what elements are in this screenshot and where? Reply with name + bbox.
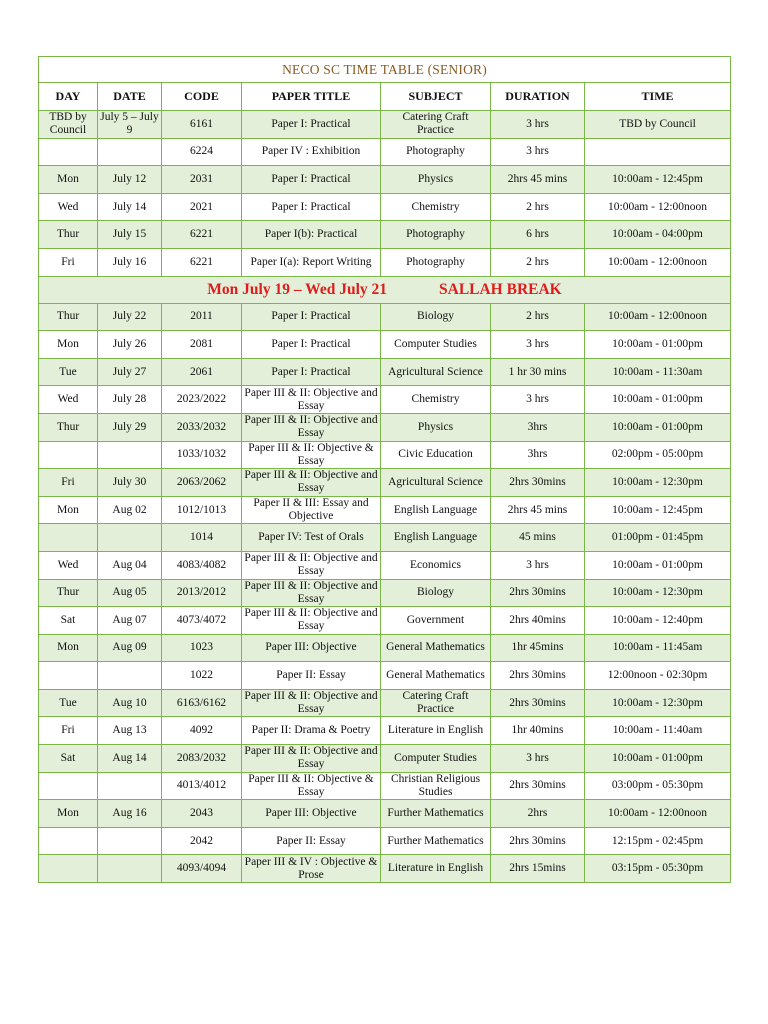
cell-day: Mon bbox=[39, 166, 98, 194]
table-row bbox=[39, 111, 731, 139]
cell-subject: Computer Studies bbox=[381, 745, 491, 773]
cell-duration: 3 hrs bbox=[491, 138, 585, 166]
cell-subject: Further Mathematics bbox=[381, 827, 491, 855]
cell-time: 10:00am - 11:30am bbox=[585, 358, 731, 386]
cell-paper-title: Paper I(b): Practical bbox=[242, 221, 381, 249]
cell-code: 1023 bbox=[162, 634, 242, 662]
cell-date: Aug 10 bbox=[98, 689, 162, 717]
table-row bbox=[39, 166, 731, 194]
cell-paper-title: Paper II: Drama & Poetry bbox=[242, 717, 381, 745]
cell-subject: Chemistry bbox=[381, 193, 491, 221]
cell-code: 2081 bbox=[162, 331, 242, 359]
table-row bbox=[39, 331, 731, 359]
cell-subject: English Language bbox=[381, 524, 491, 552]
cell-subject: Physics bbox=[381, 166, 491, 194]
cell-subject: Civic Education bbox=[381, 441, 491, 469]
cell-date bbox=[98, 138, 162, 166]
cell-subject: Physics bbox=[381, 413, 491, 441]
cell-date: July 16 bbox=[98, 248, 162, 276]
table-row bbox=[39, 579, 731, 607]
cell-duration: 2hrs 45 mins bbox=[491, 496, 585, 524]
cell-paper-title: Paper IV: Test of Orals bbox=[242, 524, 381, 552]
cell-duration: 2hrs 30mins bbox=[491, 469, 585, 497]
cell-duration: 2hrs 30mins bbox=[491, 662, 585, 690]
cell-code: 2013/2012 bbox=[162, 579, 242, 607]
cell-duration: 2hrs bbox=[491, 800, 585, 828]
break-label: SALLAH BREAK bbox=[439, 281, 562, 299]
cell-paper-title: Paper III & II: Objective & Essay bbox=[242, 441, 381, 469]
cell-date: July 12 bbox=[98, 166, 162, 194]
cell-day: Sat bbox=[39, 607, 98, 635]
table-row bbox=[39, 413, 731, 441]
cell-subject: Computer Studies bbox=[381, 331, 491, 359]
table-row bbox=[39, 248, 731, 276]
cell-code: 2031 bbox=[162, 166, 242, 194]
cell-paper-title: Paper IV : Exhibition bbox=[242, 138, 381, 166]
break-cell bbox=[39, 276, 731, 303]
header-paper-title: PAPER TITLE bbox=[242, 83, 381, 111]
cell-duration: 2hrs 30mins bbox=[491, 579, 585, 607]
cell-day: Thur bbox=[39, 303, 98, 331]
cell-subject: Catering Craft Practice bbox=[381, 111, 491, 139]
cell-day bbox=[39, 827, 98, 855]
cell-date: July 29 bbox=[98, 413, 162, 441]
cell-code: 2083/2032 bbox=[162, 745, 242, 773]
cell-paper-title: Paper III & II: Objective and Essay bbox=[242, 386, 381, 414]
header-date: DATE bbox=[98, 83, 162, 111]
table-row bbox=[39, 800, 731, 828]
cell-paper-title: Paper III & II: Objective and Essay bbox=[242, 413, 381, 441]
cell-subject: Chemistry bbox=[381, 386, 491, 414]
cell-paper-title: Paper III: Objective bbox=[242, 634, 381, 662]
table-row bbox=[39, 358, 731, 386]
cell-time: 10:00am - 12:45pm bbox=[585, 166, 731, 194]
cell-date bbox=[98, 441, 162, 469]
cell-time: 12:15pm - 02:45pm bbox=[585, 827, 731, 855]
cell-paper-title: Paper III & II: Objective & Essay bbox=[242, 772, 381, 800]
table-row bbox=[39, 193, 731, 221]
cell-subject: Catering Craft Practice bbox=[381, 689, 491, 717]
cell-day: Wed bbox=[39, 551, 98, 579]
cell-code: 2021 bbox=[162, 193, 242, 221]
table-row bbox=[39, 772, 731, 800]
cell-duration: 1hr 45mins bbox=[491, 634, 585, 662]
cell-day: Tue bbox=[39, 689, 98, 717]
table-row bbox=[39, 634, 731, 662]
cell-paper-title: Paper I: Practical bbox=[242, 331, 381, 359]
cell-subject: General Mathematics bbox=[381, 662, 491, 690]
cell-paper-title: Paper II: Essay bbox=[242, 662, 381, 690]
cell-time: 03:15pm - 05:30pm bbox=[585, 855, 731, 883]
cell-day: Fri bbox=[39, 469, 98, 497]
cell-duration: 2 hrs bbox=[491, 193, 585, 221]
cell-subject: Government bbox=[381, 607, 491, 635]
cell-subject: Biology bbox=[381, 579, 491, 607]
cell-day: Fri bbox=[39, 248, 98, 276]
cell-paper-title: Paper I: Practical bbox=[242, 358, 381, 386]
cell-code: 4083/4082 bbox=[162, 551, 242, 579]
cell-date bbox=[98, 524, 162, 552]
cell-time bbox=[585, 138, 731, 166]
table-row bbox=[39, 441, 731, 469]
cell-duration: 45 mins bbox=[491, 524, 585, 552]
cell-code: 6161 bbox=[162, 111, 242, 139]
cell-paper-title: Paper I: Practical bbox=[242, 166, 381, 194]
cell-code: 2043 bbox=[162, 800, 242, 828]
cell-duration: 3 hrs bbox=[491, 551, 585, 579]
cell-time: 10:00am - 12:00noon bbox=[585, 303, 731, 331]
cell-subject: English Language bbox=[381, 496, 491, 524]
cell-code: 2042 bbox=[162, 827, 242, 855]
cell-paper-title: Paper III & II: Objective and Essay bbox=[242, 579, 381, 607]
cell-code: 4073/4072 bbox=[162, 607, 242, 635]
cell-code: 4092 bbox=[162, 717, 242, 745]
header-row bbox=[39, 83, 731, 111]
cell-time: 10:00am - 12:00noon bbox=[585, 193, 731, 221]
cell-day: TBD by Council bbox=[39, 111, 98, 139]
cell-date: July 28 bbox=[98, 386, 162, 414]
cell-paper-title: Paper III & II: Objective and Essay bbox=[242, 551, 381, 579]
cell-time: 10:00am - 12:40pm bbox=[585, 607, 731, 635]
cell-date: Aug 05 bbox=[98, 579, 162, 607]
cell-time: 10:00am - 12:45pm bbox=[585, 496, 731, 524]
cell-duration: 1hr 40mins bbox=[491, 717, 585, 745]
cell-date bbox=[98, 827, 162, 855]
cell-time: 10:00am - 12:00noon bbox=[585, 248, 731, 276]
cell-subject: Economics bbox=[381, 551, 491, 579]
cell-day bbox=[39, 772, 98, 800]
cell-time: TBD by Council bbox=[585, 111, 731, 139]
cell-date: July 22 bbox=[98, 303, 162, 331]
cell-code: 4093/4094 bbox=[162, 855, 242, 883]
cell-duration: 2 hrs bbox=[491, 303, 585, 331]
cell-duration: 3 hrs bbox=[491, 331, 585, 359]
cell-day bbox=[39, 524, 98, 552]
cell-date: July 30 bbox=[98, 469, 162, 497]
table-row bbox=[39, 827, 731, 855]
cell-duration: 2hrs 15mins bbox=[491, 855, 585, 883]
cell-subject: Photography bbox=[381, 248, 491, 276]
timetable-body bbox=[39, 57, 731, 883]
cell-paper-title: Paper II: Essay bbox=[242, 827, 381, 855]
cell-duration: 2hrs 30mins bbox=[491, 689, 585, 717]
cell-code: 2061 bbox=[162, 358, 242, 386]
table-row bbox=[39, 551, 731, 579]
cell-time: 10:00am - 11:40am bbox=[585, 717, 731, 745]
cell-paper-title: Paper III & II: Objective and Essay bbox=[242, 689, 381, 717]
header-time: TIME bbox=[585, 83, 731, 111]
table-row bbox=[39, 717, 731, 745]
table-row bbox=[39, 855, 731, 883]
table-row bbox=[39, 524, 731, 552]
cell-subject: Photography bbox=[381, 221, 491, 249]
cell-code: 4013/4012 bbox=[162, 772, 242, 800]
cell-paper-title: Paper I: Practical bbox=[242, 193, 381, 221]
cell-code: 2063/2062 bbox=[162, 469, 242, 497]
cell-duration: 2 hrs bbox=[491, 248, 585, 276]
cell-duration: 2hrs 40mins bbox=[491, 607, 585, 635]
cell-date: July 27 bbox=[98, 358, 162, 386]
cell-date: Aug 09 bbox=[98, 634, 162, 662]
cell-date: Aug 02 bbox=[98, 496, 162, 524]
cell-code: 2033/2032 bbox=[162, 413, 242, 441]
cell-date: Aug 13 bbox=[98, 717, 162, 745]
cell-paper-title: Paper III & IV : Objective & Prose bbox=[242, 855, 381, 883]
cell-date: Aug 07 bbox=[98, 607, 162, 635]
cell-day: Mon bbox=[39, 800, 98, 828]
cell-time: 10:00am - 01:00pm bbox=[585, 745, 731, 773]
cell-duration: 3 hrs bbox=[491, 111, 585, 139]
timetable bbox=[38, 56, 731, 883]
cell-date: July 14 bbox=[98, 193, 162, 221]
cell-time: 10:00am - 12:30pm bbox=[585, 689, 731, 717]
cell-code: 6221 bbox=[162, 248, 242, 276]
cell-time: 10:00am - 01:00pm bbox=[585, 551, 731, 579]
cell-date: July 5 – July 9 bbox=[98, 111, 162, 139]
cell-day: Thur bbox=[39, 579, 98, 607]
cell-day: Wed bbox=[39, 193, 98, 221]
cell-date: Aug 14 bbox=[98, 745, 162, 773]
cell-day: Wed bbox=[39, 386, 98, 414]
cell-time: 02:00pm - 05:00pm bbox=[585, 441, 731, 469]
table-row bbox=[39, 662, 731, 690]
break-row bbox=[39, 276, 731, 303]
cell-date bbox=[98, 855, 162, 883]
header-code: CODE bbox=[162, 83, 242, 111]
cell-duration: 2hrs 45 mins bbox=[491, 166, 585, 194]
break-dates: Mon July 19 – Wed July 21 bbox=[207, 281, 387, 299]
cell-date bbox=[98, 772, 162, 800]
cell-paper-title: Paper III & II: Objective and Essay bbox=[242, 607, 381, 635]
cell-paper-title: Paper III & II: Objective and Essay bbox=[242, 469, 381, 497]
table-row bbox=[39, 607, 731, 635]
cell-duration: 1 hr 30 mins bbox=[491, 358, 585, 386]
cell-code: 1014 bbox=[162, 524, 242, 552]
cell-time: 10:00am - 04:00pm bbox=[585, 221, 731, 249]
cell-day bbox=[39, 662, 98, 690]
cell-day: Fri bbox=[39, 717, 98, 745]
cell-subject: Agricultural Science bbox=[381, 358, 491, 386]
cell-day: Thur bbox=[39, 413, 98, 441]
cell-duration: 3 hrs bbox=[491, 745, 585, 773]
table-row bbox=[39, 496, 731, 524]
page-title: NECO SC TIME TABLE (SENIOR) bbox=[39, 57, 731, 83]
cell-day bbox=[39, 441, 98, 469]
cell-time: 10:00am - 12:30pm bbox=[585, 469, 731, 497]
cell-duration: 3 hrs bbox=[491, 386, 585, 414]
cell-code: 6224 bbox=[162, 138, 242, 166]
cell-duration: 3hrs bbox=[491, 413, 585, 441]
cell-code: 2023/2022 bbox=[162, 386, 242, 414]
table-row bbox=[39, 386, 731, 414]
cell-time: 12:00noon - 02:30pm bbox=[585, 662, 731, 690]
cell-subject: Literature in English bbox=[381, 855, 491, 883]
cell-day: Sat bbox=[39, 745, 98, 773]
cell-day bbox=[39, 138, 98, 166]
cell-day bbox=[39, 855, 98, 883]
cell-subject: General Mathematics bbox=[381, 634, 491, 662]
cell-date: July 26 bbox=[98, 331, 162, 359]
cell-duration: 6 hrs bbox=[491, 221, 585, 249]
title-row bbox=[39, 57, 731, 83]
cell-time: 10:00am - 12:30pm bbox=[585, 579, 731, 607]
cell-subject: Agricultural Science bbox=[381, 469, 491, 497]
table-row bbox=[39, 745, 731, 773]
cell-day: Mon bbox=[39, 331, 98, 359]
cell-day: Mon bbox=[39, 634, 98, 662]
cell-day: Mon bbox=[39, 496, 98, 524]
cell-date: Aug 04 bbox=[98, 551, 162, 579]
cell-code: 6221 bbox=[162, 221, 242, 249]
cell-duration: 3hrs bbox=[491, 441, 585, 469]
cell-paper-title: Paper II & III: Essay and Objective bbox=[242, 496, 381, 524]
cell-date bbox=[98, 662, 162, 690]
cell-code: 1033/1032 bbox=[162, 441, 242, 469]
cell-time: 10:00am - 11:45am bbox=[585, 634, 731, 662]
cell-day: Tue bbox=[39, 358, 98, 386]
cell-duration: 2hrs 30mins bbox=[491, 772, 585, 800]
table-row bbox=[39, 469, 731, 497]
cell-code: 1012/1013 bbox=[162, 496, 242, 524]
cell-duration: 2hrs 30mins bbox=[491, 827, 585, 855]
cell-paper-title: Paper III: Objective bbox=[242, 800, 381, 828]
cell-subject: Further Mathematics bbox=[381, 800, 491, 828]
cell-code: 2011 bbox=[162, 303, 242, 331]
cell-date: Aug 16 bbox=[98, 800, 162, 828]
cell-day: Thur bbox=[39, 221, 98, 249]
cell-paper-title: Paper I: Practical bbox=[242, 111, 381, 139]
table-row bbox=[39, 303, 731, 331]
cell-time: 10:00am - 01:00pm bbox=[585, 386, 731, 414]
cell-paper-title: Paper III & II: Objective and Essay bbox=[242, 745, 381, 773]
cell-time: 10:00am - 12:00noon bbox=[585, 800, 731, 828]
cell-subject: Christian Religious Studies bbox=[381, 772, 491, 800]
cell-time: 01:00pm - 01:45pm bbox=[585, 524, 731, 552]
break-banner bbox=[41, 281, 728, 299]
table-row bbox=[39, 689, 731, 717]
header-duration: DURATION bbox=[491, 83, 585, 111]
header-subject: SUBJECT bbox=[381, 83, 491, 111]
table-row bbox=[39, 138, 731, 166]
cell-time: 03:00pm - 05:30pm bbox=[585, 772, 731, 800]
cell-code: 6163/6162 bbox=[162, 689, 242, 717]
cell-paper-title: Paper I(a): Report Writing bbox=[242, 248, 381, 276]
cell-time: 10:00am - 01:00pm bbox=[585, 331, 731, 359]
header-day: DAY bbox=[39, 83, 98, 111]
cell-date: July 15 bbox=[98, 221, 162, 249]
cell-subject: Literature in English bbox=[381, 717, 491, 745]
cell-time: 10:00am - 01:00pm bbox=[585, 413, 731, 441]
table-row bbox=[39, 221, 731, 249]
cell-code: 1022 bbox=[162, 662, 242, 690]
cell-subject: Biology bbox=[381, 303, 491, 331]
cell-subject: Photography bbox=[381, 138, 491, 166]
cell-paper-title: Paper I: Practical bbox=[242, 303, 381, 331]
